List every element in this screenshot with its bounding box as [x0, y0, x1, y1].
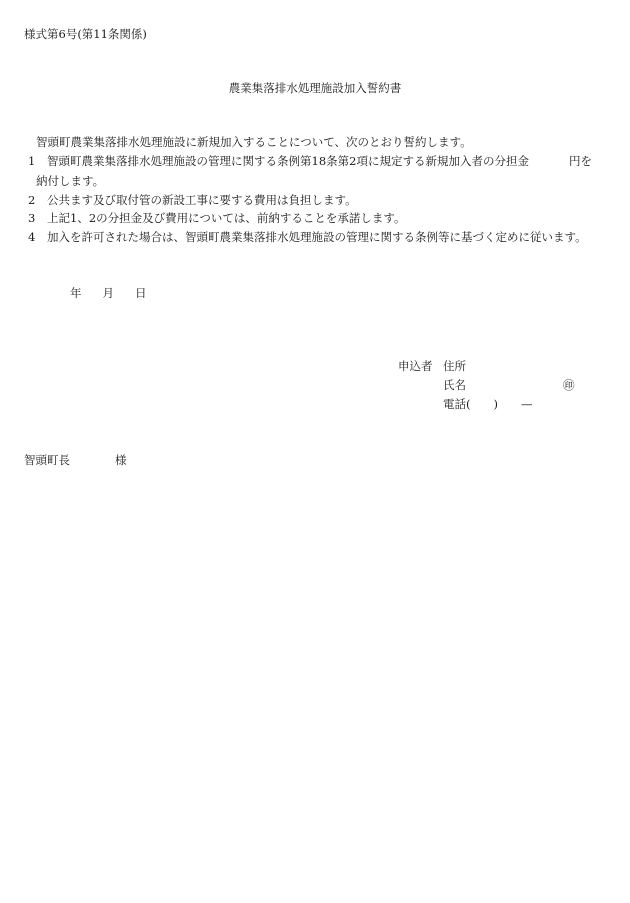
- clause-number: 3: [28, 211, 36, 225]
- year-label: 年: [70, 286, 82, 300]
- day-label: 日: [135, 286, 147, 300]
- month-label: 月: [102, 286, 114, 300]
- intro-statement: 智頭町農業集落排水処理施設に新規加入することについて、次のとおり誓約します。: [36, 135, 472, 149]
- clause-suffix: 円を: [568, 154, 592, 168]
- clause-text: 上記1、2の分担金及び費用については、前納することを承諾します。: [47, 211, 406, 225]
- seal-mark: ㊞: [563, 378, 575, 392]
- name-label: 氏名: [443, 378, 466, 392]
- clause-number: 4: [28, 230, 36, 244]
- clause-1: [28, 156, 606, 168]
- clause-text: 公共ます及び取付管の新設工事に要する費用は負担します。: [47, 193, 357, 207]
- clause-1-continuation: 納付します。: [36, 174, 105, 188]
- clause-number: 2: [28, 193, 36, 207]
- phone-label: 電話( ) —: [443, 397, 533, 411]
- clause-text: 加入を許可された場合は、智頭町農業集落排水処理施設の管理に関する条例等に基づく定めに従います。: [47, 230, 587, 244]
- clause-2: [28, 195, 357, 207]
- clause-text: 智頭町農業集落排水処理施設の管理に関する条例第18条第2項に規定する新規加入者の分担金: [47, 154, 529, 168]
- clause-4: [28, 232, 587, 244]
- addressee-title: 智頭町長: [24, 453, 70, 467]
- clause-3: [28, 213, 405, 225]
- clause-number: 1: [28, 154, 36, 168]
- address-label: 住所: [443, 359, 466, 373]
- addressee-honorific: 様: [115, 453, 127, 467]
- addressee: [24, 455, 127, 467]
- applicant-label: 申込者: [398, 359, 433, 373]
- date-line: [70, 288, 147, 300]
- document-title: 農業集落排水処理施設加入誓約書: [228, 81, 402, 95]
- form-number: 様式第6号(第11条関係): [24, 27, 147, 41]
